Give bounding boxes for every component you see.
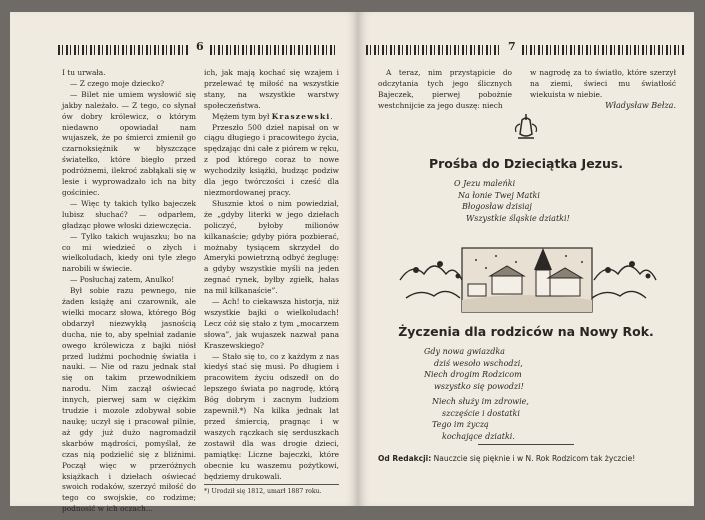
- paragraph: Przeszło 500 dzieł napisał on w ciągu długiego i pracowitego życia, spędzając dni całe z piórem w ręku, z pod którego coraz to nowe wychodziły książki, budząc podziw dla jego twórczości i cześć dla niezmordowanej pracy.: [204, 122, 339, 197]
- poem-line: szczęście i dostatki: [442, 408, 520, 418]
- divider-rule: [478, 444, 574, 445]
- paragraph: — Z czego moje dziecko?: [70, 78, 165, 88]
- right-page: [358, 12, 694, 506]
- paragraph-text: .: [330, 111, 333, 121]
- poem-line: Tego im życzą: [432, 420, 489, 429]
- header-ornament-left: [366, 45, 502, 55]
- paragraph: Był sobie razu pewnego, nie żaden książę ani czarownik, ale wielki mocarz słowa, którego Bóg obdarzył niezwykłą jasnością ducha, nie to, aby spełniał zadanie owego królewicza z bajki niósł przed ludźmi pochodnię światła i nauki. — Nie od razu jednak stał się on takim przewodnikiem narodu. Nim zaczął oświecać innych, pierwej sam w ciężkim trudzie i mozole zdobywał sobie naukę; uczył się i pracował pilnie, aż gdy już dużo nagromadził skarbów mądrości, pomyślał, że czas nią podzielić się z bliźnimi. Począł więc w przeróżnych książkach i dziełach oświecać swoich rodaków, szerzyć miłość do tego co swojskie, co rodzime; podnosić w ich oczach...: [62, 286, 196, 514]
- poem-line: wszystko się powodzi!: [434, 381, 524, 391]
- poem-wishes-stanza-1: [424, 346, 524, 392]
- intro-paragraph-left: A teraz, nim przystąpicie do odczytania tych jego ślicznych Bajeczek, pierwej pobożnie westchnijcie za jego duszę: niech: [378, 68, 512, 110]
- poem-line: Na łonie Twej Matki: [458, 190, 540, 200]
- heading-wishes: Życzenia dla rodziców na Nowy Rok.: [398, 324, 654, 339]
- poem-wishes-stanza-2: [432, 396, 529, 442]
- header-ornament-right: [210, 45, 338, 55]
- paragraph: ich, jak mają kochać się wzajem i przelewać tę miłość na wszystkie stany, na wszystkie warstwy społeczeństwa.: [204, 68, 339, 110]
- page-number-right: 7: [508, 40, 516, 53]
- poem-line: Wszystkie śląskie dziatki!: [466, 213, 570, 223]
- paragraph: — Tylko takich wujaszku; bo na co mi wiedzieć o złych i wielkoludach, kiedy oni tyle złego narobili w świecie.: [62, 231, 196, 274]
- editorial-note-text: Nauczcie się pięknie i w N. Rok Rodzicom tak życzcie!: [431, 454, 636, 463]
- paragraph: — Posłuchaj zatem, Anulko!: [70, 275, 175, 285]
- paragraph: — Więc ty takich tylko bajeczek lubisz słuchać? — odparłem, gładząc płowe włoski dziewczęcia.: [62, 198, 196, 230]
- lamp-ornament-icon: [510, 112, 542, 142]
- paragraph: — Bilet nie umiem wysłowić się jakby należało. — Z tego, co słynał ów dobry królewicz, o którym niedawno opowiadał nam wujaszek, że po śmierci zmienił go czarnoksiężnik w błyszczące światełko, które biegło przed podróżnemi, ilekroć zabłąkali się w lesie i wyprowadzało ich na bity gościniec.: [62, 89, 196, 197]
- poem-line: Błogosław dzisiaj: [462, 202, 532, 211]
- text-column-2: [204, 68, 339, 498]
- text-column-1: [62, 68, 196, 515]
- header-ornament-right: [522, 45, 686, 55]
- header-ornament-left: [58, 45, 190, 55]
- heading-prayer: Prośba do Dzieciątka Jezus.: [428, 156, 624, 171]
- author-name: Kraszewski: [271, 111, 331, 121]
- paragraph: — Stało się to, co z każdym z nas kiedyś stać się musi. Po długiem i pracowitem życiu odszedł on do lepszego świata po nagrodę, którą Bóg dobrym i zacnym ludziom zapewnił.*) Na kilka jednak lat przed śmiercią, pragnąc i w waszych rączkach się serduszkach zostawił dla was drogie dzieci, pamiątkę: Liczne bajeczki, które obecnie ku waszemu pożytkowi, będziemy drukowali.: [204, 351, 339, 481]
- page-number-left: 6: [196, 40, 204, 53]
- poem-line: Niech służy im zdrowie,: [432, 397, 529, 406]
- poem-line: Gdy nowa gwiazdka: [424, 347, 505, 356]
- footnote: *) Urodził się 1812, umarł 1887 roku.: [204, 484, 339, 498]
- poem-prayer: [454, 178, 570, 224]
- poem-line: O Jezu maleńki: [454, 179, 516, 188]
- paragraph: [204, 112, 339, 123]
- intro-paragraph-right: w nagrodę za to światło, które szerzył na ziemi, świeci mu światłość wiekuista w niebie. Władysław Bełza.: [530, 68, 676, 110]
- paragraph: Słusznie ktoś o nim powiedział, że „gdyby literki w jego dziełach policzyć, byłoby milionów kilkanaście; gdyby pióra pozbierać, możnaby tysiącem skrzydeł do Ameryki powietrzną odbyć żeglugę: a gdyby wszystkie myśli na jeden zegnać rynek, byłby zgiełk, hałas na mil kilkanaście”.: [204, 198, 339, 296]
- paragraph: I tu urwała.: [62, 68, 106, 77]
- signature: Władysław Bełza.: [605, 100, 676, 110]
- poem-line: Niech drogim Rodzicom: [424, 370, 522, 379]
- editorial-note-label: Od Redakcji:: [378, 454, 432, 463]
- left-page: [10, 12, 358, 514]
- paragraph-text: Mężem tym był: [212, 111, 272, 121]
- village-illustration: [396, 240, 658, 316]
- editorial-note: [378, 454, 635, 463]
- poem-line: kochające dziatki.: [442, 431, 515, 441]
- paragraph: — Ach! to ciekawsza historja, niż wszystkie bajki o wielkoludach! Lecz cóż się stało z tym „mocarzem słowa”, jak wujaszek nazwał pana Kraszewskiego?: [204, 297, 339, 350]
- poem-line: dziś wesoło wschodzi,: [434, 358, 523, 368]
